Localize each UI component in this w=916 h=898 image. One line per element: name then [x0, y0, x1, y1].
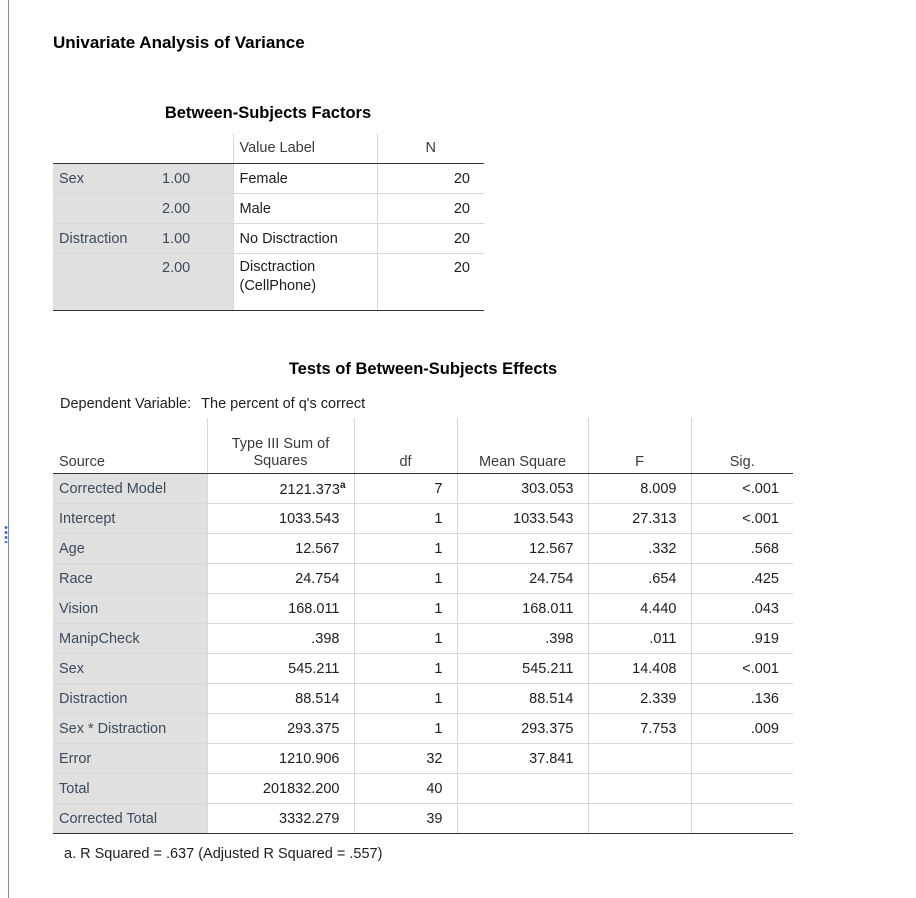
- df-cell: [354, 654, 457, 684]
- source-cell-text: Total: [59, 780, 90, 797]
- ss-cell-text: 3332.279: [279, 810, 340, 827]
- df-cell: [354, 714, 457, 744]
- factors-caption: Between-Subjects Factors: [164, 104, 372, 122]
- factor-row: [53, 224, 484, 254]
- ss-cell-text: 24.754: [295, 570, 340, 587]
- ss-cell: [207, 504, 354, 534]
- dependent-variable-label: Dependent Variable:: [60, 396, 192, 412]
- df-cell-text: 7: [434, 480, 443, 497]
- f-cell-text: 4.440: [640, 600, 677, 617]
- factor-name: [53, 194, 156, 224]
- df-cell-text: 1: [434, 690, 443, 707]
- sig-cell: [691, 804, 793, 834]
- ms-cell: [457, 684, 588, 714]
- source-cell-text: Sex: [59, 660, 84, 677]
- source-cell: [53, 684, 207, 714]
- ss-cell-text: 201832.200: [262, 780, 340, 797]
- df-cell: [354, 624, 457, 654]
- f-cell: [588, 744, 691, 774]
- df-cell-text: 1: [434, 510, 443, 527]
- factor-n: 20: [377, 254, 484, 311]
- table-row: [53, 654, 793, 684]
- ss-cell-text: 545.211: [288, 660, 340, 677]
- footnote: a. R Squared = .637 (Adjusted R Squared = .557): [64, 846, 383, 862]
- ss-cell: [207, 654, 354, 684]
- factor-row: [53, 164, 484, 194]
- ms-cell-text: 12.567: [529, 540, 574, 557]
- f-cell-text: 27.313: [632, 510, 677, 527]
- header-n: N: [377, 133, 484, 164]
- tests-caption: Tests of Between-Subjects Effects: [288, 360, 558, 378]
- df-cell-text: 1: [434, 630, 443, 647]
- source-cell-text: Distraction: [59, 690, 128, 707]
- factor-name: Distraction: [53, 224, 156, 254]
- footnote-marker: a: [339, 479, 346, 491]
- sig-cell-text: .919: [750, 630, 779, 647]
- factor-value: 1.00: [156, 224, 233, 254]
- factor-value: 1.00: [156, 164, 233, 194]
- factors-table: [53, 133, 484, 311]
- source-cell-text: Corrected Total: [59, 810, 158, 827]
- header-source: Source: [53, 418, 207, 474]
- df-cell-text: 40: [426, 780, 443, 797]
- ms-cell-text: 24.754: [529, 570, 574, 587]
- table-row: [53, 504, 793, 534]
- df-cell: [354, 594, 457, 624]
- source-cell: [53, 744, 207, 774]
- factor-n: 20: [377, 194, 484, 224]
- sig-cell-text: .043: [750, 600, 779, 617]
- source-cell: [53, 594, 207, 624]
- ss-cell: [207, 684, 354, 714]
- ms-cell-text: 88.514: [529, 690, 574, 707]
- factor-name: [53, 254, 156, 311]
- ss-cell-text: 293.375: [287, 720, 340, 737]
- df-cell: [354, 474, 457, 504]
- f-cell: [588, 654, 691, 684]
- sig-cell: [691, 654, 793, 684]
- ms-cell-text: .398: [545, 630, 574, 647]
- sig-cell-text: .136: [750, 690, 779, 707]
- ms-cell: [457, 804, 588, 834]
- factor-value-label: Male: [233, 194, 377, 224]
- table-row: [53, 744, 793, 774]
- table-row: [53, 594, 793, 624]
- f-cell: [588, 624, 691, 654]
- ms-cell: [457, 744, 588, 774]
- source-cell-text: Age: [59, 540, 85, 557]
- ms-cell-text: 37.841: [529, 750, 574, 767]
- ss-cell: [207, 594, 354, 624]
- resize-grip-icon[interactable]: [4, 525, 8, 543]
- ms-cell: [457, 654, 588, 684]
- sig-cell-text: .568: [750, 540, 779, 557]
- sig-cell: [691, 474, 793, 504]
- ms-cell: [457, 714, 588, 744]
- factor-value-label: No Disctraction: [233, 224, 377, 254]
- f-cell: [588, 774, 691, 804]
- source-cell-text: Race: [59, 570, 93, 587]
- f-cell-text: 8.009: [640, 480, 677, 497]
- f-cell-text: 14.408: [632, 660, 677, 677]
- f-cell: [588, 504, 691, 534]
- df-cell: [354, 774, 457, 804]
- table-row: [53, 684, 793, 714]
- sig-cell: [691, 534, 793, 564]
- ms-cell: [457, 504, 588, 534]
- factor-n: 20: [377, 224, 484, 254]
- sig-cell-text: <.001: [742, 480, 779, 497]
- f-cell: [588, 804, 691, 834]
- table-row: [53, 534, 793, 564]
- f-cell: [588, 564, 691, 594]
- ms-cell-text: 303.053: [521, 480, 574, 497]
- df-cell-text: 39: [426, 810, 443, 827]
- header-ss: Type III Sum of Squares: [207, 418, 354, 474]
- tests-header-row: [53, 418, 793, 474]
- df-cell-text: 1: [434, 570, 443, 587]
- source-cell: [53, 534, 207, 564]
- df-cell-text: 1: [434, 720, 443, 737]
- f-cell-text: 2.339: [640, 690, 677, 707]
- left-border: [8, 0, 9, 898]
- ms-cell-text: 293.375: [521, 720, 574, 737]
- source-cell: [53, 714, 207, 744]
- table-row: [53, 474, 793, 504]
- source-cell-text: ManipCheck: [59, 630, 140, 647]
- table-row: [53, 804, 793, 834]
- source-cell: [53, 654, 207, 684]
- ss-cell: [207, 804, 354, 834]
- ss-cell: [207, 564, 354, 594]
- sig-cell: [691, 744, 793, 774]
- f-cell: [588, 534, 691, 564]
- factor-value-label: Female: [233, 164, 377, 194]
- source-cell: [53, 624, 207, 654]
- ss-cell-text: 12.567: [295, 540, 340, 557]
- ss-cell: [207, 474, 354, 504]
- ss-cell: [207, 534, 354, 564]
- table-row: [53, 624, 793, 654]
- sig-cell: [691, 564, 793, 594]
- factor-row: [53, 254, 484, 311]
- ss-cell: [207, 744, 354, 774]
- f-cell: [588, 714, 691, 744]
- header-sig: Sig.: [691, 418, 793, 474]
- dependent-variable: [60, 396, 365, 412]
- ss-cell-text: .398: [311, 630, 340, 647]
- df-cell: [354, 504, 457, 534]
- f-cell: [588, 474, 691, 504]
- f-cell-text: .654: [648, 570, 677, 587]
- sig-cell: [691, 624, 793, 654]
- factor-name: Sex: [53, 164, 156, 194]
- source-cell-text: Sex * Distraction: [59, 720, 167, 737]
- source-cell-text: Error: [59, 750, 92, 767]
- ms-cell-text: 168.011: [522, 600, 574, 617]
- factor-row: [53, 194, 484, 224]
- left-margin: [0, 0, 8, 898]
- ms-cell-text: 545.211: [522, 660, 574, 677]
- ms-cell: [457, 624, 588, 654]
- ms-cell: [457, 474, 588, 504]
- source-cell-text: Intercept: [59, 510, 116, 527]
- df-cell: [354, 564, 457, 594]
- page-title: Univariate Analysis of Variance: [53, 33, 305, 52]
- table-row: [53, 774, 793, 804]
- factor-value: 2.00: [156, 194, 233, 224]
- factor-value: 2.00: [156, 254, 233, 311]
- table-row: [53, 714, 793, 744]
- sig-cell-text: .425: [750, 570, 779, 587]
- sig-cell: [691, 774, 793, 804]
- df-cell: [354, 534, 457, 564]
- source-cell: [53, 474, 207, 504]
- ss-cell: [207, 714, 354, 744]
- sig-cell-text: <.001: [742, 510, 779, 527]
- tests-body: [53, 474, 793, 834]
- source-cell: [53, 774, 207, 804]
- factors-header-row: [53, 133, 484, 164]
- header-f: F: [588, 418, 691, 474]
- header-value-label: Value Label: [233, 133, 377, 164]
- sig-cell: [691, 504, 793, 534]
- sig-cell: [691, 594, 793, 624]
- f-cell: [588, 594, 691, 624]
- factor-value-label: Disctraction (CellPhone): [233, 254, 377, 311]
- f-cell-text: .011: [649, 630, 677, 647]
- df-cell-text: 1: [434, 540, 443, 557]
- f-cell-text: 7.753: [640, 720, 677, 737]
- sig-cell: [691, 714, 793, 744]
- sig-cell-text: .009: [750, 720, 779, 737]
- source-cell-text: Vision: [59, 600, 99, 617]
- ss-cell-text: 1210.906: [279, 750, 340, 767]
- df-cell-text: 32: [426, 750, 443, 767]
- ms-cell: [457, 534, 588, 564]
- df-cell: [354, 804, 457, 834]
- sig-cell-text: <.001: [742, 660, 779, 677]
- df-cell-text: 1: [434, 660, 443, 677]
- dependent-variable-value: The percent of q's correct: [201, 396, 366, 412]
- ms-cell-text: 1033.543: [513, 510, 574, 527]
- source-cell: [53, 504, 207, 534]
- df-cell: [354, 744, 457, 774]
- f-cell-text: .332: [648, 540, 677, 557]
- source-cell: [53, 564, 207, 594]
- source-cell-text: Corrected Model: [59, 480, 167, 497]
- ss-cell: [207, 774, 354, 804]
- df-cell-text: 1: [434, 600, 443, 617]
- ss-cell-text: 1033.543: [279, 510, 340, 527]
- tests-table: [53, 418, 793, 834]
- factor-n: 20: [377, 164, 484, 194]
- df-cell: [354, 684, 457, 714]
- ms-cell: [457, 594, 588, 624]
- f-cell: [588, 684, 691, 714]
- sig-cell: [691, 684, 793, 714]
- source-cell: [53, 804, 207, 834]
- ms-cell: [457, 564, 588, 594]
- table-row: [53, 564, 793, 594]
- ms-cell: [457, 774, 588, 804]
- ss-cell-text: 2121.373: [279, 481, 340, 498]
- header-df: df: [354, 418, 457, 474]
- ss-cell-text: 88.514: [295, 690, 340, 707]
- header-ms: Mean Square: [457, 418, 588, 474]
- ss-cell: [207, 624, 354, 654]
- ss-cell-text: 168.011: [288, 600, 340, 617]
